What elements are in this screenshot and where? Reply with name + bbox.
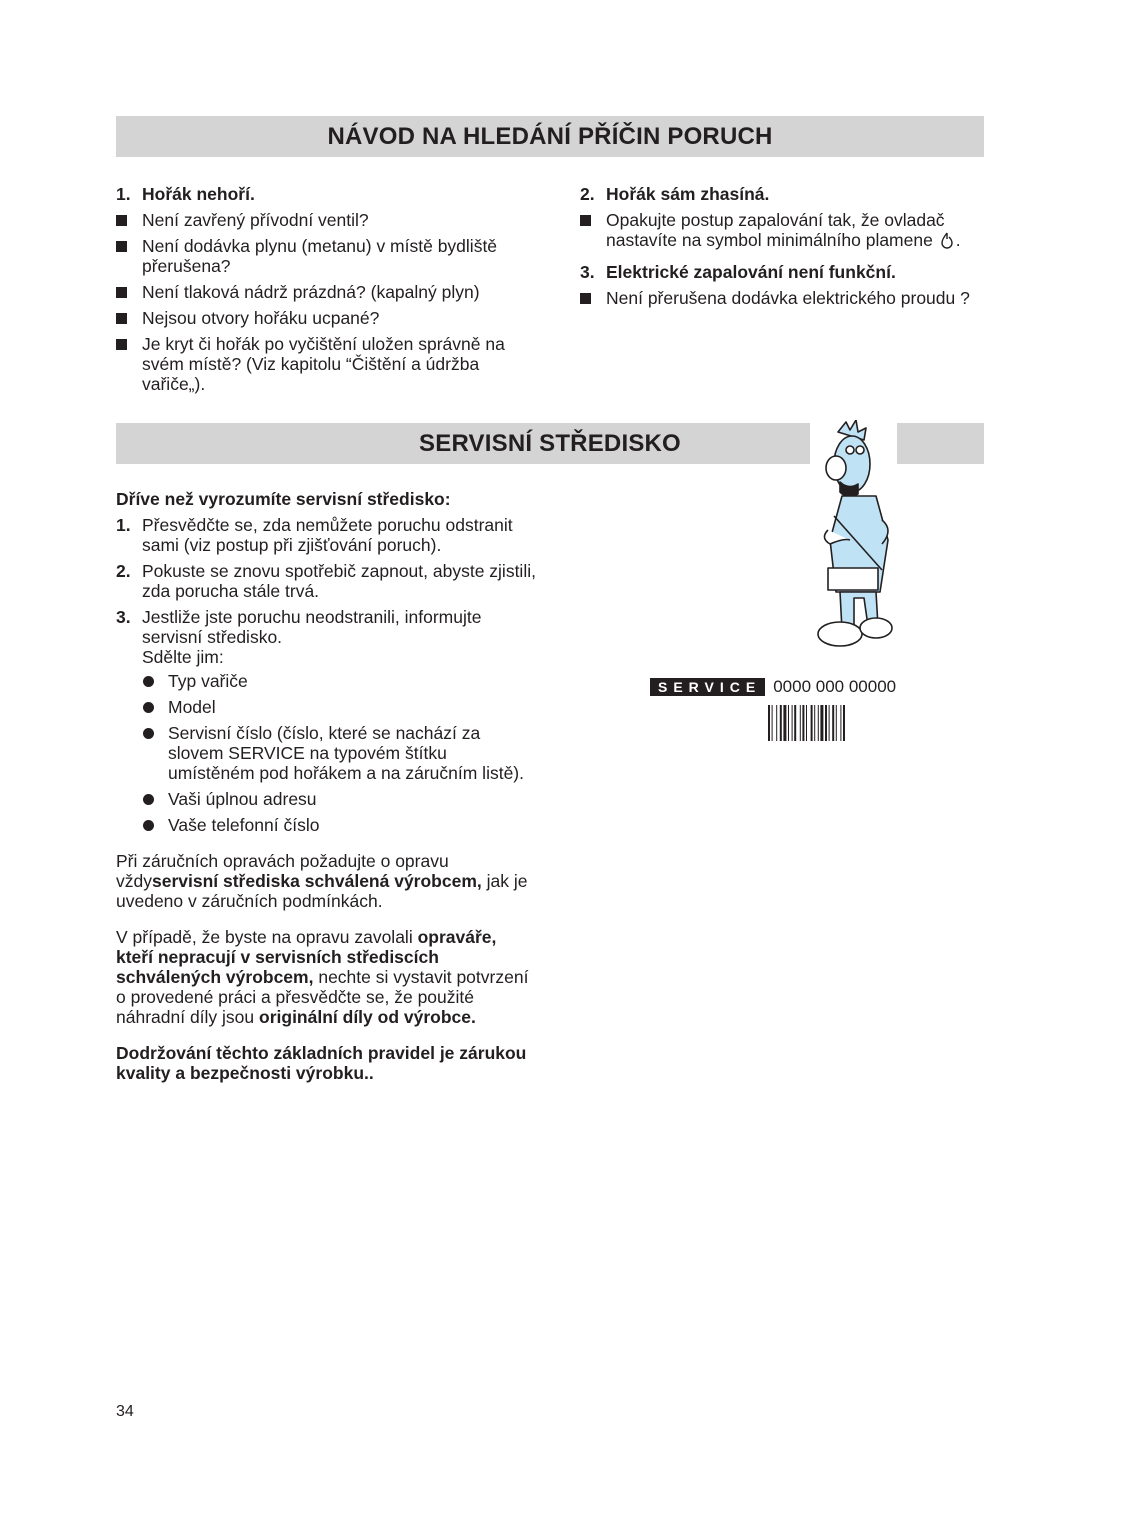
info-bullet: Vaše telefonní číslo (142, 815, 536, 835)
service-man-illustration (810, 420, 900, 652)
barcode-bar (794, 705, 796, 741)
problem-heading: 1. Hořák nehoří. (116, 184, 255, 204)
square-bullet-icon (116, 210, 142, 230)
checklist-item: Není tlaková nádrž prázdná? (kapalný plyn) (116, 282, 536, 302)
barcode-bar (806, 705, 807, 741)
barcode-bar (772, 705, 773, 741)
problem-heading: 3. Elektrické zapalování není funkční. (580, 262, 896, 282)
barcode-bar (800, 705, 801, 741)
repair-paragraph: V případě, že byste na opravu zavolali opraváře, kteří nepracují v servisních střediscích schválených výrobcem, nechte si vystavit potvrzení o provedené práci a přesvědčte se, že použité náhradní díly jsou originální díly od výrobce. (116, 927, 529, 1027)
checklist-item: Není přerušena dodávka elektrického proudu ? (580, 288, 980, 308)
round-bullet-icon (142, 789, 168, 809)
barcode-bar (814, 705, 815, 741)
barcode-bar (832, 705, 834, 741)
barcode-bar (836, 705, 837, 741)
service-intro: Dříve než vyrozumíte servisní středisko: (116, 489, 451, 509)
service-number-label (650, 678, 896, 696)
checklist-item: Není zavřený přívodní ventil? (116, 210, 536, 230)
section-title: SERVISNÍ STŘEDISKO (419, 429, 681, 457)
warranty-paragraph: Při záručních opravách požadujte o opravu vždyservisní střediska schválená výrobcem, jak je uvedeno v záručních podmínkách. (116, 851, 528, 911)
checklist-item: Nejsou otvory hořáku ucpané? (116, 308, 536, 328)
square-bullet-icon (580, 288, 606, 308)
troubleshoot-column-right (580, 184, 980, 314)
service-tag: SERVICE (650, 678, 765, 696)
info-bullet: Vaši úplnou adresu (142, 789, 536, 809)
troubleshoot-column-left (116, 184, 536, 400)
checklist-item: Není dodávka plynu (metanu) v místě bydliště přerušena? (116, 236, 536, 276)
problem-heading: 2. Hořák sám zhasíná. (580, 184, 770, 204)
step-item: 3. Jestliže jste poruchu neodstranili, informujte servisní středisko. Sdělte jim: (116, 607, 482, 667)
page-number: 34 (116, 1403, 134, 1420)
info-bullet: Model (142, 697, 536, 717)
round-bullet-icon (142, 723, 168, 783)
section-title: NÁVOD NA HLEDÁNÍ PŘÍČIN PORUCH (327, 122, 773, 150)
barcode-graphic (768, 705, 898, 741)
barcode-bar (820, 705, 823, 741)
barcode-bar (802, 705, 804, 741)
barcode-bar (780, 705, 782, 741)
checklist-item: Opakujte postup zapalování tak, že ovladač nastavíte na symbol minimálního plamene . (580, 210, 980, 250)
square-bullet-icon (580, 210, 606, 250)
step-item: 2. Pokuste se znovu spotřebič zapnout, abyste zjistili, zda porucha stále trvá. (116, 561, 536, 601)
square-bullet-icon (116, 334, 142, 394)
min-flame-icon (938, 231, 956, 249)
barcode-bar (792, 705, 793, 741)
step-item: 1. Přesvědčte se, zda nemůžete poruchu odstranit sami (viz postup při zjišťování poruch). (116, 515, 513, 555)
info-bullet: Servisní číslo (číslo, které se nachází za slovem SERVICE na typovém štítku umístěném pod hořákem a na záručním listě). (142, 723, 536, 783)
barcode-bar (829, 705, 830, 741)
round-bullet-icon (142, 697, 168, 717)
checklist-item: Je kryt či hořák po vyčištění uložen správně na svém místě? (Viz kapitolu “Čištění a údržba vařiče„). (116, 334, 536, 394)
round-bullet-icon (142, 815, 168, 835)
square-bullet-icon (116, 236, 142, 276)
barcode-bar (843, 705, 845, 741)
closing-paragraph: Dodržování těchto základních pravidel je zárukou kvality a bezpečnosti výrobku.. (116, 1043, 527, 1083)
square-bullet-icon (116, 308, 142, 328)
info-bullet: Typ vařiče (142, 671, 536, 691)
barcode-bar (840, 705, 841, 741)
barcode-bar (783, 705, 786, 741)
round-bullet-icon (142, 671, 168, 691)
section-header-troubleshooting (116, 116, 984, 157)
barcode-bar (788, 705, 789, 741)
barcode-bar (818, 705, 819, 741)
barcode-bar (811, 705, 813, 741)
barcode-bar (776, 705, 777, 741)
barcode-bar (768, 705, 770, 741)
barcode-bar (825, 705, 827, 741)
service-instructions (116, 489, 536, 1101)
service-code: 0000 000 00000 (773, 677, 897, 696)
square-bullet-icon (116, 282, 142, 302)
